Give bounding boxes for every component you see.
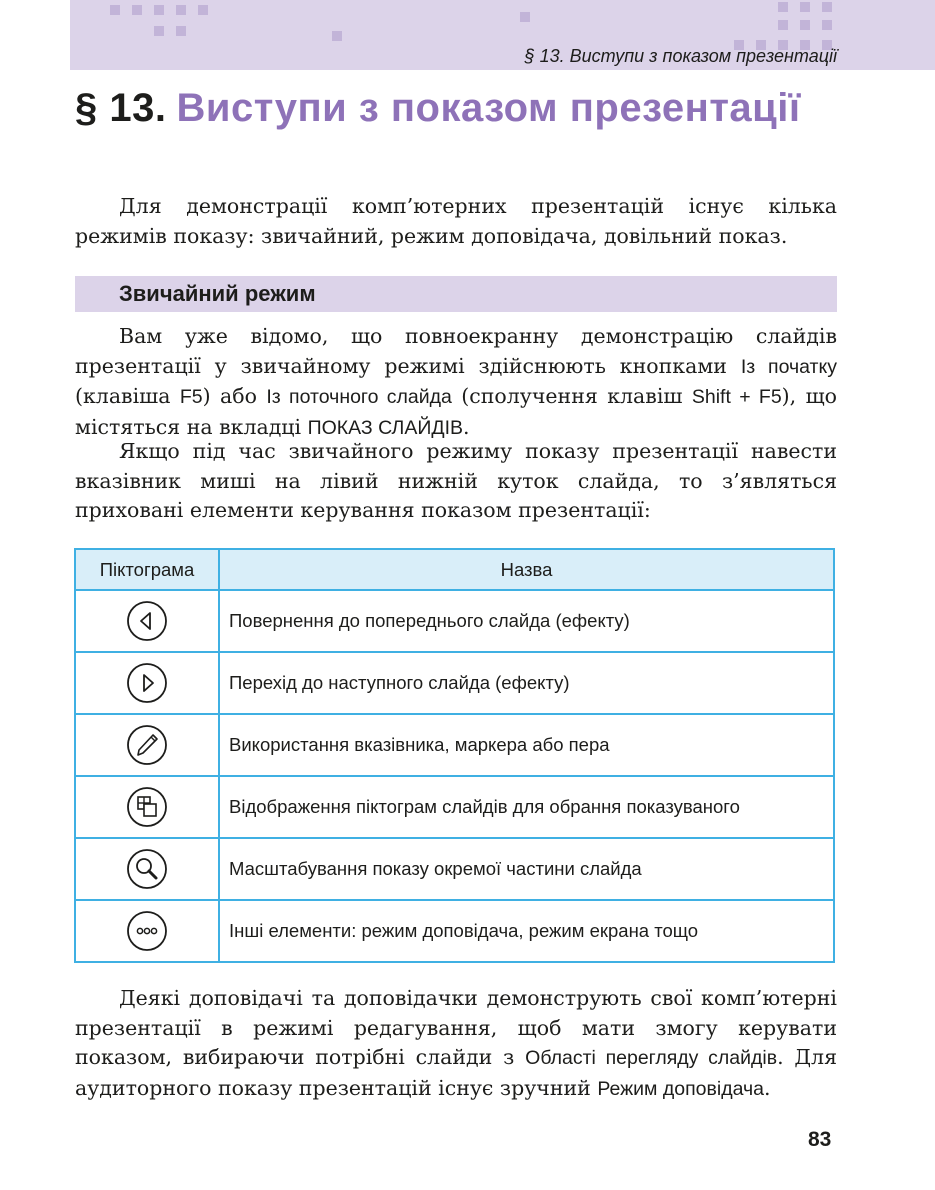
decor-square — [132, 5, 142, 15]
icon-cell — [75, 776, 219, 838]
decor-square — [822, 20, 832, 30]
zoom-icon — [126, 848, 168, 890]
intro-paragraph: Для демонстрації комп’ютерних презентацій існує кілька режимів показу: звичайний, режим доповідача, довільний показ. — [75, 194, 837, 248]
key-combo: Shift + F5 — [691, 386, 782, 408]
decor-square — [778, 2, 788, 12]
icon-cell — [75, 900, 219, 962]
table-header-row — [75, 549, 834, 590]
decor-square — [110, 5, 120, 15]
page-title — [75, 86, 801, 131]
table-row — [75, 714, 834, 776]
name-cell: Відображення піктограм слайдів для обрання показуваного — [219, 776, 834, 838]
table-row — [75, 652, 834, 714]
decor-square — [176, 5, 186, 15]
section-heading-bar — [75, 276, 837, 312]
decor-square — [800, 20, 810, 30]
paragraph-presenter-mode — [75, 984, 837, 1104]
table-row — [75, 590, 834, 652]
slides-grid-icon — [126, 786, 168, 828]
text-run: (сполучення клавіш — [451, 384, 692, 408]
controls-table — [74, 548, 835, 963]
decor-square — [332, 31, 342, 41]
text-run: . — [463, 414, 470, 439]
text-run: ), що містяться на вкладці — [75, 384, 838, 439]
text-run: Вам уже відомо, що повноекранну демонстрацію слайдів презентації у звичайному режимі здійснюють кнопками — [75, 324, 837, 378]
more-options-icon — [126, 910, 168, 952]
icon-cell — [75, 838, 219, 900]
running-head: § 13. Виступи з показом презентації — [524, 46, 837, 66]
pen-icon — [126, 724, 168, 766]
text-run: . — [764, 1075, 771, 1100]
icon-cell — [75, 652, 219, 714]
table-row — [75, 900, 834, 962]
section-title: Виступи з показом презентації — [176, 86, 801, 130]
next-arrow-icon — [126, 662, 168, 704]
decor-square — [800, 2, 810, 12]
tab-name: ПОКАЗ СЛАЙДІВ — [307, 416, 463, 439]
text-run: Деякі доповідачі та доповідачки демонструють свої комп’ютерні презентації в режимі редагування, щоб мати змогу керувати показом, вибираючи потрібні слайди з — [75, 986, 837, 1069]
decor-square — [154, 5, 164, 15]
decor-square — [822, 2, 832, 12]
name-cell: Перехід до наступного слайда (ефекту) — [219, 652, 834, 714]
mode-name: Режим доповідача — [597, 1077, 764, 1100]
button-name: Із початку — [740, 355, 837, 378]
name-cell: Використання вказівника, маркера або пера — [219, 714, 834, 776]
paragraph-normal-mode — [75, 322, 837, 443]
decor-square — [778, 20, 788, 30]
name-cell: Повернення до попереднього слайда (ефекту) — [219, 590, 834, 652]
name-cell: Масштабування показу окремої частини слайда — [219, 838, 834, 900]
table-row — [75, 838, 834, 900]
pane-name: Області перегляду слайдів — [525, 1047, 778, 1069]
icon-cell — [75, 590, 219, 652]
previous-arrow-icon — [126, 600, 168, 642]
name-cell: Інші елементи: режим доповідача, режим екрана тощо — [219, 900, 834, 962]
decor-square — [176, 26, 186, 36]
column-header-name: Назва — [219, 549, 834, 590]
key-name: F5 — [179, 386, 203, 408]
section-number: § 13. — [75, 86, 167, 130]
column-header-icon: Піктограма — [75, 549, 219, 590]
section-heading: Звичайний режим — [119, 281, 316, 306]
decor-square — [520, 12, 530, 22]
text-run: ) або — [202, 384, 267, 408]
text-run: . Для аудиторного показу презентацій існує зручний — [75, 1045, 838, 1100]
table-row — [75, 776, 834, 838]
icon-cell — [75, 714, 219, 776]
decor-square — [154, 26, 164, 36]
decor-square — [198, 5, 208, 15]
page-number: 83 — [808, 1128, 832, 1151]
text-run: (клавіша — [75, 384, 180, 408]
button-name: Із поточного слайда — [266, 386, 452, 408]
paragraph-hidden-controls: Якщо під час звичайного режиму показу презентації навести вказівник миші на лівий нижній куток слайда, то з’являться приховані елементи керування показом презентації: — [75, 439, 837, 522]
